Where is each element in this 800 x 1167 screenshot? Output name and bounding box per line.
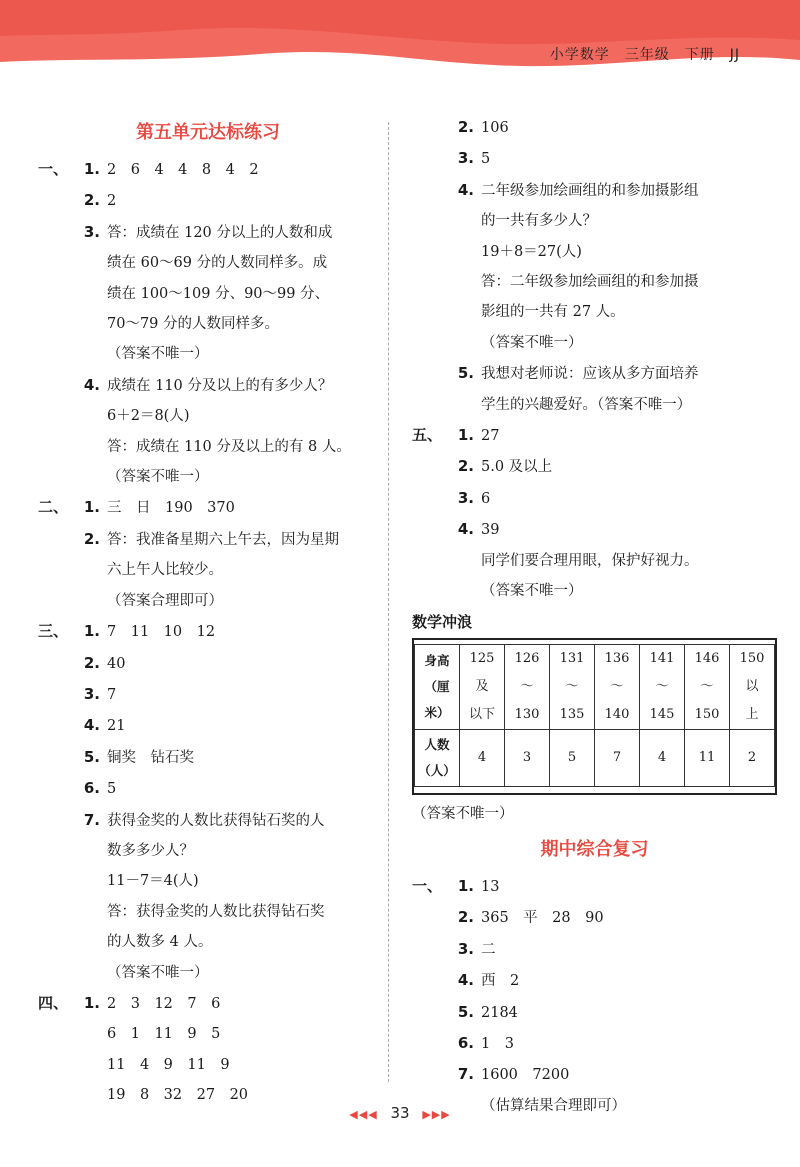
section-ordinal: 三、 (38, 622, 69, 641)
answer-text: （答案不唯一） (481, 583, 583, 600)
answer-text: 二 (481, 941, 496, 958)
answer-line (412, 871, 777, 902)
height-range-text: ～ (700, 678, 714, 694)
answer-line (38, 555, 378, 585)
question-number: 6. (457, 1033, 474, 1052)
answer-text: 绩在 100～109 分、90～99 分、 (107, 285, 330, 302)
height-range-text: 131 (559, 650, 585, 666)
answer-line (412, 902, 777, 933)
answer-line (38, 742, 378, 773)
height-table-frame (412, 638, 777, 795)
answer-text: 二年级参加绘画组的和参加摄影组 (481, 182, 699, 199)
answer-text: 11 4 9 11 9 (107, 1056, 230, 1073)
question-number: 3. (83, 684, 100, 703)
header-wave-decoration (0, 0, 800, 78)
answer-text: （答案合理即可） (107, 592, 223, 609)
answer-text: （答案不唯一） (481, 334, 583, 351)
height-header-cell (415, 644, 460, 729)
height-range-text: 145 (649, 706, 675, 722)
answer-text: 6 (481, 490, 491, 507)
answer-text: 7 11 10 12 (107, 624, 216, 641)
math-surf-title: 数学冲浪 (412, 612, 473, 631)
answer-text: 19 8 32 27 20 (107, 1087, 249, 1104)
answer-text: 答：我准备星期六上午去，因为星期 (107, 531, 339, 548)
answer-line (412, 934, 777, 965)
height-range-text: ～ (610, 678, 624, 694)
answer-line (38, 217, 378, 248)
question-number: 4. (83, 375, 100, 394)
answer-text: 106 (481, 120, 509, 136)
height-range-text: 135 (559, 706, 585, 722)
question-number: 4. (457, 971, 474, 990)
answer-line (38, 248, 378, 278)
count-cell: 3 (505, 729, 550, 786)
count-header-text: 人数 (424, 736, 450, 752)
answer-line (38, 773, 378, 804)
answer-line (38, 279, 378, 309)
answer-text: 27 (481, 428, 500, 445)
answer-text: 答：成绩在 120 分以上的人数和成 (107, 224, 333, 241)
question-number: 1. (83, 160, 100, 178)
answer-text: （答案不唯一） (107, 469, 209, 486)
question-number: 2. (83, 653, 100, 672)
answer-text: 2 6 4 4 8 4 2 (107, 162, 259, 178)
answer-text: （估算结果合理即可） (481, 1097, 626, 1114)
answer-text: 我想对老师说：应该从多方面培养 (481, 366, 699, 383)
answer-line (38, 1019, 378, 1049)
question-number: 1. (83, 498, 100, 517)
height-range-text: ～ (520, 678, 534, 694)
answer-text: 铜奖 钻石奖 (107, 749, 194, 766)
height-table (414, 644, 775, 787)
page-footer (0, 1104, 800, 1122)
answer-line (38, 309, 378, 339)
answer-line (412, 297, 777, 327)
answer-line (412, 390, 777, 420)
question-number: 4. (83, 716, 100, 735)
left-column (38, 110, 378, 1111)
answer-line (412, 576, 777, 606)
answer-text: 2 (107, 193, 117, 210)
height-range-cell (595, 644, 640, 729)
table-note: （答案不唯一） (412, 805, 514, 822)
midterm-title: 期中综合复习 (540, 838, 649, 860)
answer-line (38, 401, 378, 431)
answer-line (412, 112, 777, 143)
question-number: 6. (83, 779, 100, 798)
height-range-text: 150 (739, 650, 765, 666)
count-cell: 4 (460, 729, 505, 786)
count-cell: 5 (550, 729, 595, 786)
answer-text: 1600 7200 (481, 1067, 570, 1084)
answer-text: 40 (107, 655, 126, 672)
answer-line (412, 965, 777, 996)
answer-text: 11－7＝4(人) (107, 873, 199, 890)
height-range-text: 上 (745, 706, 759, 722)
right-column (412, 112, 777, 1121)
height-header-text: 身高 (424, 652, 450, 668)
book-title: 小学数学 三年级 下册 JJ (549, 47, 740, 63)
count-header-text: （人） (418, 762, 456, 778)
answer-line (38, 462, 378, 492)
left-arrows-icon: ◀◀◀ (349, 1108, 378, 1121)
answer-line (38, 805, 378, 836)
section-ordinal: 二、 (38, 498, 69, 517)
answer-line (38, 492, 378, 523)
answer-line (38, 370, 378, 401)
answer-text: 21 (107, 718, 126, 735)
answer-text: 1 3 (481, 1035, 514, 1052)
answer-line (38, 958, 378, 988)
section-ordinal: 五、 (412, 426, 443, 445)
answer-text: 6＋2＝8(人) (107, 408, 190, 425)
answer-line (38, 648, 378, 679)
count-cell: 2 (730, 729, 775, 786)
answer-line (412, 237, 777, 267)
answer-text: 2 3 12 7 6 (107, 995, 221, 1012)
answer-text: 5 (481, 151, 491, 168)
answer-line (38, 185, 378, 216)
answer-line (412, 997, 777, 1028)
answer-text: 三 日 190 370 (107, 500, 235, 517)
answer-line (412, 1028, 777, 1059)
answer-line (38, 710, 378, 741)
question-number: 3. (457, 939, 474, 958)
page-number: 33 (390, 1104, 410, 1122)
answer-text: 学生的兴趣爱好。（答案不唯一） (481, 396, 692, 413)
answer-text: 数多多少人？ (107, 842, 194, 859)
section-ordinal: 四、 (38, 993, 69, 1012)
answer-text: 39 (481, 522, 500, 539)
height-range-cell (505, 644, 550, 729)
height-range-cell (460, 644, 505, 729)
question-number: 1. (457, 876, 474, 895)
answer-text: 影组的一共有 27 人。 (481, 304, 625, 321)
answer-text: 同学们要合理用眼，保护好视力。 (481, 552, 699, 569)
question-number: 5. (457, 1002, 474, 1021)
height-range-cell (730, 644, 775, 729)
answer-line (38, 1050, 378, 1080)
answer-text: 答：获得金奖的人数比获得钻石奖 (107, 903, 325, 920)
answer-line (38, 836, 378, 866)
answer-text: 的人数多 4 人。 (107, 934, 213, 951)
question-number: 2. (457, 118, 474, 136)
answer-line (412, 206, 777, 236)
answer-line (38, 616, 378, 647)
question-number: 1. (457, 426, 474, 445)
height-header-text: 米） (424, 704, 450, 720)
question-number: 5. (457, 364, 474, 383)
question-number: 4. (457, 520, 474, 539)
question-number: 2. (83, 529, 100, 548)
right-arrows-icon: ▶▶▶ (422, 1108, 451, 1121)
answer-text: 5 (107, 781, 117, 798)
height-range-cell (550, 644, 595, 729)
answer-line (38, 432, 378, 462)
answer-text: 的一共有多少人？ (481, 213, 597, 230)
question-number: 3. (457, 149, 474, 168)
question-number: 1. (83, 993, 100, 1012)
answer-line (412, 1059, 777, 1090)
answer-text: 5.0 及以上 (481, 459, 553, 476)
answer-line (38, 679, 378, 710)
answer-text: 19＋8＝27(人) (481, 243, 582, 260)
answer-line (412, 267, 777, 297)
question-number: 3. (457, 488, 474, 507)
answer-text: （答案不唯一） (107, 964, 209, 981)
answer-text: 成绩在 110 分及以上的有多少人？ (107, 377, 333, 394)
height-range-text: 146 (694, 650, 720, 666)
answer-line (38, 897, 378, 927)
question-number: 7. (457, 1065, 474, 1084)
height-range-text: ～ (565, 678, 579, 694)
height-range-text: 130 (514, 706, 540, 722)
height-header-text: （厘 (424, 678, 450, 694)
answer-line (38, 339, 378, 369)
answer-text: 13 (481, 878, 500, 895)
question-number: 2. (83, 191, 100, 210)
question-number: 7. (83, 810, 100, 829)
answer-line (38, 524, 378, 555)
count-cell: 4 (640, 729, 685, 786)
answer-text: 70～79 分的人数同样多。 (107, 316, 280, 333)
count-cell: 7 (595, 729, 640, 786)
count-header-cell (415, 729, 460, 786)
column-divider (388, 122, 389, 1082)
height-range-text: 140 (604, 706, 630, 722)
height-range-text: ～ (655, 678, 669, 694)
height-range-text: 以 (745, 678, 759, 694)
answer-line (38, 586, 378, 616)
question-number: 2. (457, 908, 474, 927)
answer-text: 365 平 28 90 (481, 910, 604, 927)
header-band (0, 0, 800, 78)
height-range-text: 136 (604, 650, 630, 666)
answer-text: 西 2 (481, 973, 520, 990)
answer-line (412, 175, 777, 206)
question-number: 3. (83, 222, 100, 241)
count-cell: 11 (685, 729, 730, 786)
question-number: 4. (457, 180, 474, 199)
answer-line (412, 143, 777, 174)
section-ordinal: 一、 (412, 876, 443, 895)
answer-text: 7 (107, 686, 117, 703)
answer-line (412, 451, 777, 482)
answer-line (412, 514, 777, 545)
height-range-text: 126 (514, 650, 540, 666)
question-number: 1. (83, 622, 100, 641)
question-number: 2. (457, 457, 474, 476)
height-range-cell (640, 644, 685, 729)
answer-line (412, 420, 777, 451)
answer-line (38, 866, 378, 896)
height-range-text: 以下 (468, 706, 495, 722)
answer-line (38, 154, 378, 185)
unit5-title: 第五单元达标练习 (136, 122, 280, 143)
answer-text: 绩在 60～69 分的人数同样多。成 (107, 255, 328, 272)
answer-text: 6 1 11 9 5 (107, 1026, 221, 1043)
answer-line (38, 927, 378, 957)
answer-text: （答案不唯一） (107, 346, 209, 363)
answer-text: 答：二年级参加绘画组的和参加摄 (481, 274, 699, 291)
height-range-text: 125 (469, 650, 495, 666)
answer-line (412, 328, 777, 358)
answer-text: 答：成绩在 110 分及以上的有 8 人。 (107, 438, 351, 455)
height-range-text: 141 (649, 650, 675, 666)
answer-line (38, 988, 378, 1019)
answer-text: 获得金奖的人数比获得钻石奖的人 (107, 812, 325, 829)
question-number: 5. (83, 747, 100, 766)
height-range-text: 及 (475, 678, 489, 694)
answer-line (412, 546, 777, 576)
answer-text: 六上午人比较少。 (107, 562, 223, 579)
answer-line (412, 483, 777, 514)
height-range-cell (685, 644, 730, 729)
section-ordinal: 一、 (38, 160, 69, 178)
answer-text: 2184 (481, 1004, 518, 1021)
answer-line (412, 358, 777, 389)
height-range-text: 150 (694, 706, 720, 722)
